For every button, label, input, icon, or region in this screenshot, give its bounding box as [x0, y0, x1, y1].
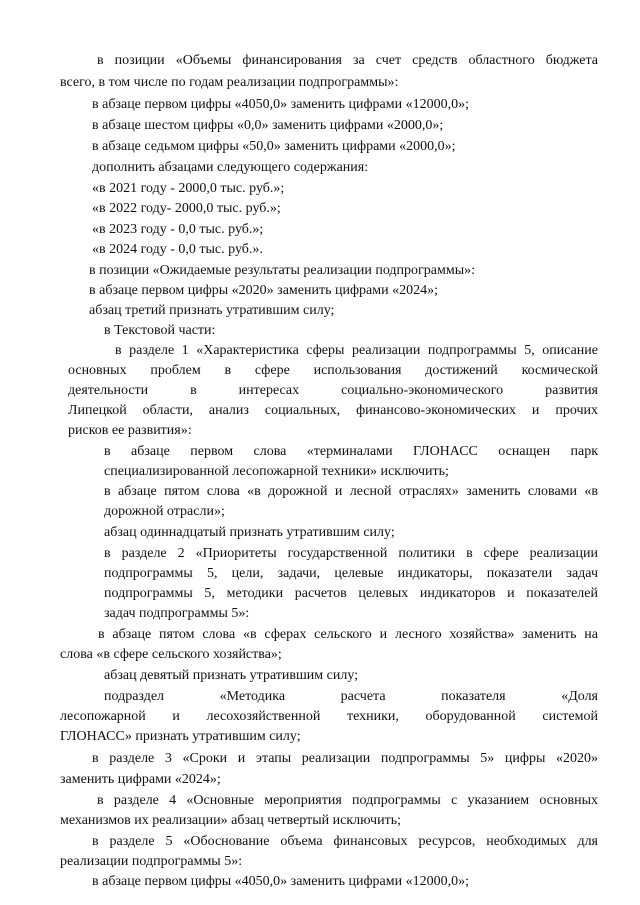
text-line: в абзаце седьмом цифры «50,0» заменить цифрами «2000,0»; [92, 139, 456, 154]
text-line: задач подпрограммы 5»: [104, 606, 250, 621]
text-line: рисков ее развития»: [68, 423, 192, 438]
text-line: слова «в сфере сельского хозяйства»; [60, 647, 282, 662]
text-line: Липецкой области, анализ социальных, финансово-экономических и прочих [68, 403, 598, 418]
text-line: подраздел «Методика расчета показателя «Доля [104, 689, 598, 704]
text-line: «в 2024 году - 0,0 тыс. руб.». [92, 242, 263, 257]
text-line: «в 2023 году - 0,0 тыс. руб.»; [92, 222, 264, 237]
text-line: ГЛОНАСС» признать утратившим силу; [60, 729, 301, 744]
text-line: в Текстовой части: [104, 323, 216, 338]
text-line: специализированной лесопожарной техники» исключить; [104, 464, 449, 479]
text-line: в позиции «Ожидаемые результаты реализации подпрограммы»: [89, 263, 476, 278]
text-line: дополнить абзацами следующего содержания: [92, 160, 369, 175]
text-line: механизмов их реализации» абзац четвертый исключить; [60, 813, 401, 828]
text-line: в абзаце первом слова «терминалами ГЛОНАСС оснащен парк [104, 444, 598, 459]
text-line: в разделе 2 «Приоритеты государственной политики в сфере реализации [104, 546, 598, 561]
text-line: деятельности в интересах социально-экономического развития [68, 383, 598, 398]
text-line: в разделе 4 «Основные мероприятия подпрограммы с указанием основных [97, 793, 598, 808]
text-line: всего, в том числе по годам реализации подпрограммы»: [60, 75, 399, 90]
text-line: «в 2021 году - 2000,0 тыс. руб.»; [92, 181, 285, 196]
text-line: в позиции «Объемы финансирования за счет средств областного бюджета [97, 53, 598, 68]
text-line: абзац девятый признать утратившим силу; [104, 668, 359, 683]
text-line: абзац третий признать утратившим силу; [89, 303, 335, 318]
text-line: заменить цифрами «2024»; [60, 772, 221, 787]
text-line: подпрограммы 5, цели, задачи, целевые индикаторы, показатели задач [104, 566, 598, 581]
text-line: абзац одиннадцатый признать утратившим силу; [104, 525, 395, 540]
text-line: в абзаце пятом слова «в сферах сельского и лесного хозяйства» заменить на [98, 627, 598, 642]
text-line: подпрограммы 5, методики расчетов целевых индикаторов и показателей [104, 586, 598, 601]
text-line: в абзаце первом цифры «4050,0» заменить цифрами «12000,0»; [92, 97, 469, 112]
text-line: в разделе 3 «Сроки и этапы реализации подпрограммы 5» цифры «2020» [92, 751, 598, 766]
text-line: лесопожарной и лесохозяйственной техники, оборудованной системой [60, 709, 598, 724]
text-line: реализации подпрограммы 5»: [60, 854, 243, 869]
text-line: в абзаце первом цифры «4050,0» заменить цифрами «12000,0»; [92, 874, 469, 889]
text-line: в абзаце пятом слова «в дорожной и лесной отраслях» заменить словами «в [104, 484, 598, 499]
text-line: в разделе 5 «Обоснование объема финансовых ресурсов, необходимых для [92, 834, 598, 849]
text-line: дорожной отрасли»; [104, 504, 225, 519]
text-line: основных проблем в сфере использования достижений космической [68, 363, 598, 378]
text-line: «в 2022 году- 2000,0 тыс. руб.»; [92, 201, 281, 216]
text-line: в разделе 1 «Характеристика сферы реализации подпрограммы 5, описание [115, 343, 598, 358]
text-line: в абзаце первом цифры «2020» заменить цифрами «2024»; [89, 283, 438, 298]
text-line: в абзаце шестом цифры «0,0» заменить цифрами «2000,0»; [92, 118, 444, 133]
